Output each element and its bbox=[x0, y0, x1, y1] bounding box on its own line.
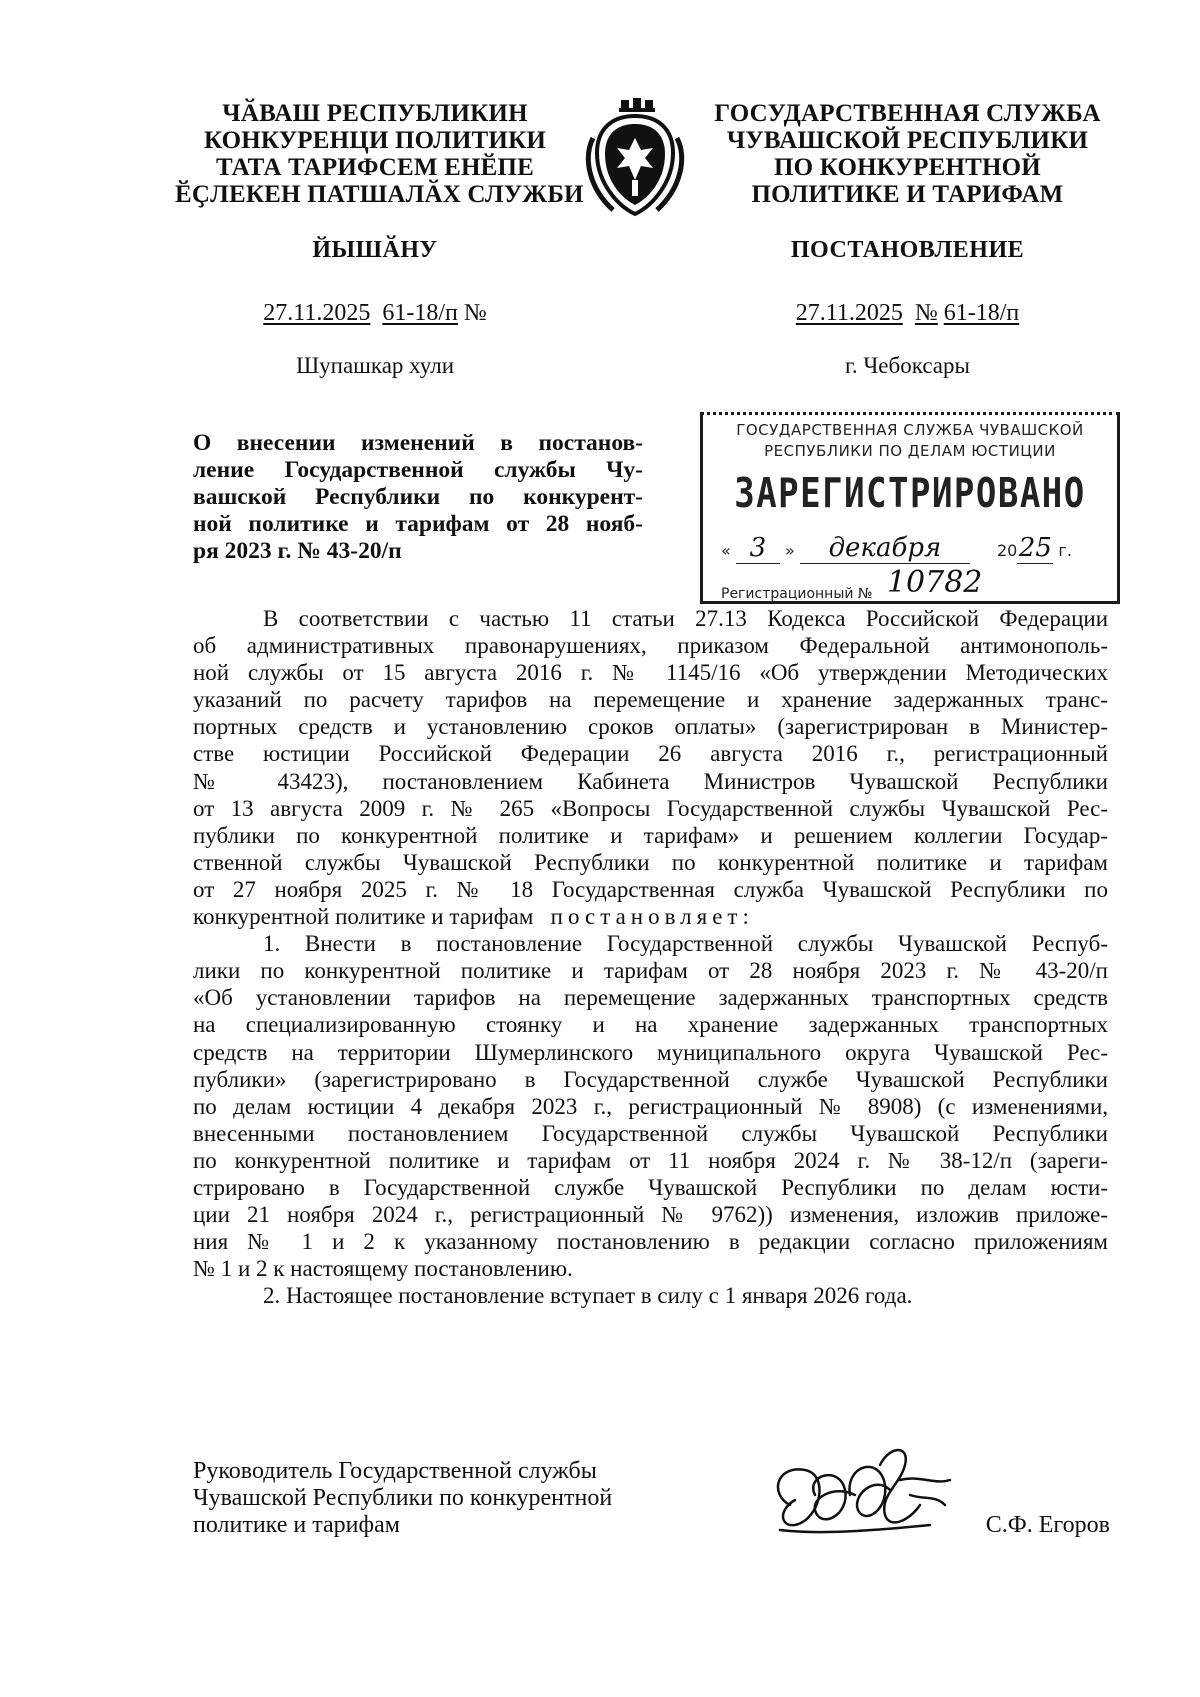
doc-type-russian: ПОСТАНОВЛЕНИЕ bbox=[790, 237, 1025, 263]
stamp-year-prefix: 20 bbox=[996, 541, 1018, 560]
stamp-year-suffix: 25 bbox=[1018, 533, 1052, 563]
place-chuvash: Шупашкар хули bbox=[295, 353, 455, 378]
stamp-reg-row bbox=[721, 565, 1106, 606]
document-subject bbox=[193, 430, 643, 565]
stamp-reg-label: Регистрационный № bbox=[721, 586, 873, 602]
stamp-registered-label: ЗАРЕГИСТРИРОВАНО bbox=[734, 470, 1086, 518]
num-russian: 61-18/п bbox=[943, 300, 1020, 326]
body-line: ственной службы Чувашской Республики по конкурентной политике и тарифам bbox=[193, 849, 1108, 875]
signatory-position bbox=[193, 1458, 673, 1539]
signatory-name: С.Ф. Егоров bbox=[985, 1512, 1110, 1538]
body-line: В соответствии с частью 11 статьи 27.13 Кодекса Российской Федерации bbox=[263, 606, 1108, 631]
header-chuvash bbox=[175, 100, 584, 208]
decree-word: постановляет: bbox=[550, 904, 754, 930]
stamp-day: 3 bbox=[736, 533, 780, 564]
registration-stamp bbox=[700, 412, 1120, 604]
stamp-month: декабря bbox=[800, 533, 970, 564]
body-line bbox=[193, 903, 1108, 930]
document-body bbox=[193, 605, 1108, 1309]
header-chuvash-line: КОНКУРЕНЦИ ПОЛИТИКИ bbox=[203, 127, 547, 154]
body-line: внесенными постановлением Государственной службы Чувашской Республики bbox=[193, 1120, 1108, 1146]
body-line: 1. Внести в постановление Государственной службы Чувашской Респуб- bbox=[263, 931, 1108, 957]
body-line: ции 21 ноября 2024 г., регистрационный № 9762)) изменения, изложив приложе- bbox=[193, 1202, 1108, 1228]
body-line: по конкурентной политике и тарифам от 11 ноября 2024 г. № 38-12/п (зареги- bbox=[193, 1147, 1108, 1173]
subject-line: О внесении изменений в постанов- bbox=[193, 430, 643, 456]
date-chuvash: 27.11.2025 bbox=[263, 300, 371, 326]
body-line: ния № 1 и 2 к указанному постановлению в редакции согласно приложениям bbox=[193, 1229, 1108, 1255]
body-line: стве юстиции Российской Федерации 26 августа 2016 г., регистрационный bbox=[193, 741, 1108, 767]
subject-line: ление Государственной службы Чу- bbox=[193, 457, 643, 483]
body-line: «Об установлении тарифов на перемещение задержанных транспортных средств bbox=[193, 985, 1108, 1011]
stamp-reg-number: 10782 bbox=[886, 565, 983, 600]
body-line: по делам юстиции 4 декабря 2023 г., регистрационный № 8908) (с изменениями, bbox=[193, 1093, 1108, 1119]
num-sign-russian: № bbox=[914, 300, 938, 326]
body-line: публики по конкурентной политике и тарифам» и решением коллегии Государ- bbox=[193, 822, 1108, 848]
header-russian-line: ПО КОНКУРЕНТНОЙ bbox=[774, 154, 1041, 181]
body-line-text: конкурентной политике и тарифам bbox=[193, 904, 534, 930]
body-line: стрировано в Государственной службе Чувашской Республики по делам юсти- bbox=[193, 1174, 1108, 1200]
chuvash-coat-of-arms-icon bbox=[583, 98, 688, 218]
number-russian bbox=[705, 300, 1110, 327]
body-line: портных средств и установлению сроков оплаты» (зарегистрирован в Министер- bbox=[193, 714, 1108, 740]
place-russian: г. Чебоксары bbox=[845, 353, 970, 378]
body-line: от 13 августа 2009 г. № 265 «Вопросы Государственной службы Чувашской Рес- bbox=[193, 795, 1108, 821]
number-chuvash bbox=[175, 300, 575, 327]
subject-line: вашской Республики по конкурент- bbox=[193, 484, 643, 510]
stamp-line-2: РЕСПУБЛИКИ ПО ДЕЛАМ ЮСТИЦИИ bbox=[764, 442, 1056, 460]
body-line: 2. Настоящее постановление вступает в силу с 1 января 2026 года. bbox=[263, 1283, 913, 1309]
body-line: № 1 и 2 к настоящему постановлению. bbox=[193, 1256, 573, 1282]
body-line: публики» (зарегистрировано в Государственной службе Чувашской Республики bbox=[193, 1066, 1108, 1092]
body-line: указаний по расчету тарифов на перемещение и хранение задержанных транс- bbox=[193, 687, 1108, 713]
signatory-position-line: Чувашской Республики по конкурентной bbox=[193, 1485, 613, 1511]
header-russian bbox=[705, 100, 1110, 208]
body-line: от 27 ноября 2025 г. № 18 Государственная служба Чувашской Республики по bbox=[193, 876, 1108, 902]
header-russian-line: ГОСУДАРСТВЕННАЯ СЛУЖБА bbox=[714, 100, 1101, 127]
body-line: об административных правонарушениях, приказом Федеральной антимонополь- bbox=[193, 633, 1108, 659]
signatory-position-line: политике и тарифам bbox=[193, 1512, 400, 1538]
body-line: на специализированную стоянку и на хранение задержанных транспортных bbox=[193, 1012, 1108, 1038]
header-chuvash-line: ТАТА ТАРИФСЕМ ЕНӖПЕ bbox=[216, 154, 534, 181]
body-line: средств на территории Шумерлинского муниципального округа Чувашской Рес- bbox=[193, 1039, 1108, 1065]
body-line: ной службы от 15 августа 2016 г. № 1145/16 «Об утверждении Методических bbox=[193, 660, 1108, 686]
stamp-line-1: ГОСУДАРСТВЕННАЯ СЛУЖБА ЧУВАШСКОЙ bbox=[736, 421, 1084, 439]
stamp-year-unit: г. bbox=[1058, 541, 1072, 560]
date-russian: 27.11.2025 bbox=[795, 300, 903, 326]
subject-line: ной политике и тарифам от 28 нояб- bbox=[193, 511, 643, 537]
header-russian-line: ПОЛИТИКЕ И ТАРИФАМ bbox=[751, 181, 1064, 208]
handwritten-signature bbox=[760, 1435, 960, 1555]
body-line: № 43423), постановлением Кабинета Министров Чувашской Республики bbox=[193, 768, 1108, 794]
subject-line: ря 2023 г. № 43-20/п bbox=[193, 538, 402, 564]
num-chuvash: 61-18/п bbox=[382, 300, 458, 326]
header-russian-line: ЧУВАШСКОЙ РЕСПУБЛИКИ bbox=[726, 127, 1089, 154]
header-chuvash-line: ӖҪЛЕКЕН ПАТШАЛӐХ СЛУЖБИ bbox=[175, 181, 584, 208]
doc-type-chuvash: ЙЫШӐНУ bbox=[312, 237, 438, 263]
stamp-close-quote: » bbox=[784, 541, 795, 560]
body-line: лики по конкурентной политике и тарифам от 28 ноября 2023 г. № 43-20/п bbox=[193, 958, 1108, 984]
num-sign-chuvash: № bbox=[463, 300, 487, 326]
stamp-open-quote: « bbox=[721, 541, 731, 560]
header-chuvash-line: ЧӐВАШ РЕСПУБЛИКИН bbox=[222, 100, 528, 127]
signatory-position-line: Руководитель Государственной службы bbox=[193, 1458, 597, 1484]
stamp-date-row bbox=[721, 533, 1106, 564]
